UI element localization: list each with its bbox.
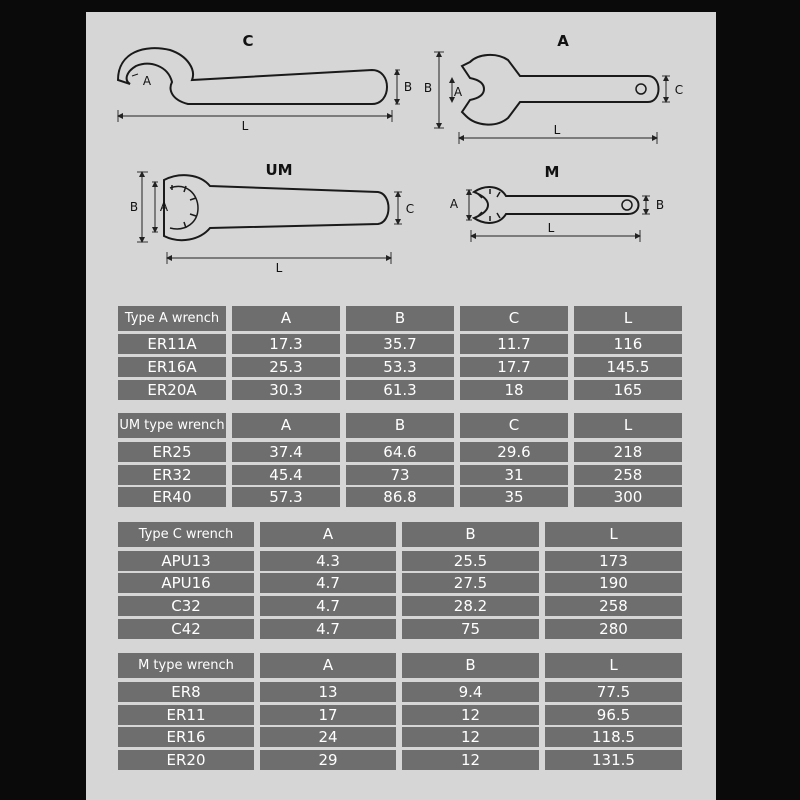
figure-a-open-wrench [424,32,683,144]
table-cell: 86.8 [346,487,454,507]
table-cell: 218 [574,442,682,462]
table-cell: 28.2 [402,596,539,616]
table-cell: 75 [402,619,539,639]
table-cell: 29.6 [460,442,568,462]
hook-wrench-shape [118,48,387,104]
table-cell: 9.4 [402,682,539,702]
table-cell: 17.3 [232,334,340,354]
table-header-cell: B [402,522,539,547]
table-cell: ER20A [118,380,226,400]
table-cell: ER16A [118,357,226,377]
table-header-cell: L [545,653,682,678]
table-cell: 190 [545,573,682,593]
table-header-cell: B [402,653,539,678]
table-header-cell: M type wrench [118,653,254,678]
table-cell: 17 [260,705,396,725]
open-wrench-shape [462,55,659,125]
figure-c-dim-l: L [241,119,249,133]
table-cell: 37.4 [232,442,340,462]
table-cell: 116 [574,334,682,354]
figure-um-dim-c: C [405,202,415,216]
table-cell: 64.6 [346,442,454,462]
table-cell: 45.4 [232,465,340,485]
figure-c-hook-wrench [118,32,412,133]
table-header-cell: A [232,306,340,331]
figure-um-spanner [130,161,414,275]
table-cell: 96.5 [545,705,682,725]
table-cell: 35 [460,487,568,507]
figure-um-title: UM [265,161,293,179]
table-cell: ER16 [118,727,254,747]
figure-um-dim-l: L [275,261,283,275]
table-cell: 131.5 [545,750,682,770]
table-cell: ER25 [118,442,226,462]
table-header-cell: B [346,306,454,331]
table-header-cell: UM type wrench [118,413,226,438]
table-cell: 13 [260,682,396,702]
figure-m-spanner [450,163,664,242]
figure-um-dim-b: B [129,200,139,214]
table-cell: 53.3 [346,357,454,377]
table-cell: C32 [118,596,254,616]
table-cell: ER20 [118,750,254,770]
table-cell: 35.7 [346,334,454,354]
table-header-cell: L [545,522,682,547]
table-cell: 25.5 [402,551,539,571]
table-cell: 77.5 [545,682,682,702]
table-cell: 12 [402,750,539,770]
table-cell: 17.7 [460,357,568,377]
figure-c-dim-b: B [403,80,413,94]
table-cell: 31 [460,465,568,485]
table-cell: 145.5 [574,357,682,377]
table-cell: 18 [460,380,568,400]
table-cell: 258 [545,596,682,616]
figure-m-dim-a: A [449,197,459,211]
wrench-diagrams [0,0,800,300]
table-header-cell: B [346,413,454,438]
table-cell: 30.3 [232,380,340,400]
table-cell: ER32 [118,465,226,485]
table-header-cell: C [460,413,568,438]
table-cell: 25.3 [232,357,340,377]
table-cell: 258 [574,465,682,485]
table-cell: 11.7 [460,334,568,354]
table-header-cell: A [232,413,340,438]
table-cell: 165 [574,380,682,400]
table-cell: 118.5 [545,727,682,747]
table-cell: 300 [574,487,682,507]
table-cell: APU16 [118,573,254,593]
table-cell: ER40 [118,487,226,507]
figure-m-dim-b: B [655,198,665,212]
figure-a-dim-l: L [553,123,561,137]
figure-a-title: A [557,32,569,50]
figure-c-dim-a: A [142,74,152,88]
table-header-cell: A [260,522,396,547]
table-cell: 4.7 [260,573,396,593]
table-cell: APU13 [118,551,254,571]
table-header-cell: Type A wrench [118,306,226,331]
table-header-cell: L [574,306,682,331]
table-cell: 27.5 [402,573,539,593]
table-cell: ER8 [118,682,254,702]
table-cell: 280 [545,619,682,639]
figure-um-dim-a: A [159,200,169,214]
figure-a-dim-b: B [423,81,433,95]
table-header-cell: A [260,653,396,678]
table-cell: 12 [402,705,539,725]
figure-a-dim-c: C [674,83,684,97]
table-cell: 12 [402,727,539,747]
table-header-cell: C [460,306,568,331]
table-cell: C42 [118,619,254,639]
table-cell: 4.3 [260,551,396,571]
figure-m-dim-l: L [547,221,555,235]
table-cell: ER11 [118,705,254,725]
table-cell: 73 [346,465,454,485]
figure-m-title: M [544,163,560,181]
table-cell: 24 [260,727,396,747]
m-wrench-shape [474,187,639,223]
table-cell: 57.3 [232,487,340,507]
table-cell: 4.7 [260,596,396,616]
table-header-cell: L [574,413,682,438]
table-cell: 61.3 [346,380,454,400]
table-header-cell: Type C wrench [118,522,254,547]
table-cell: 173 [545,551,682,571]
table-cell: 4.7 [260,619,396,639]
figure-a-dim-a: A [453,85,463,99]
table-cell: ER11A [118,334,226,354]
table-cell: 29 [260,750,396,770]
figure-c-title: C [242,32,254,50]
